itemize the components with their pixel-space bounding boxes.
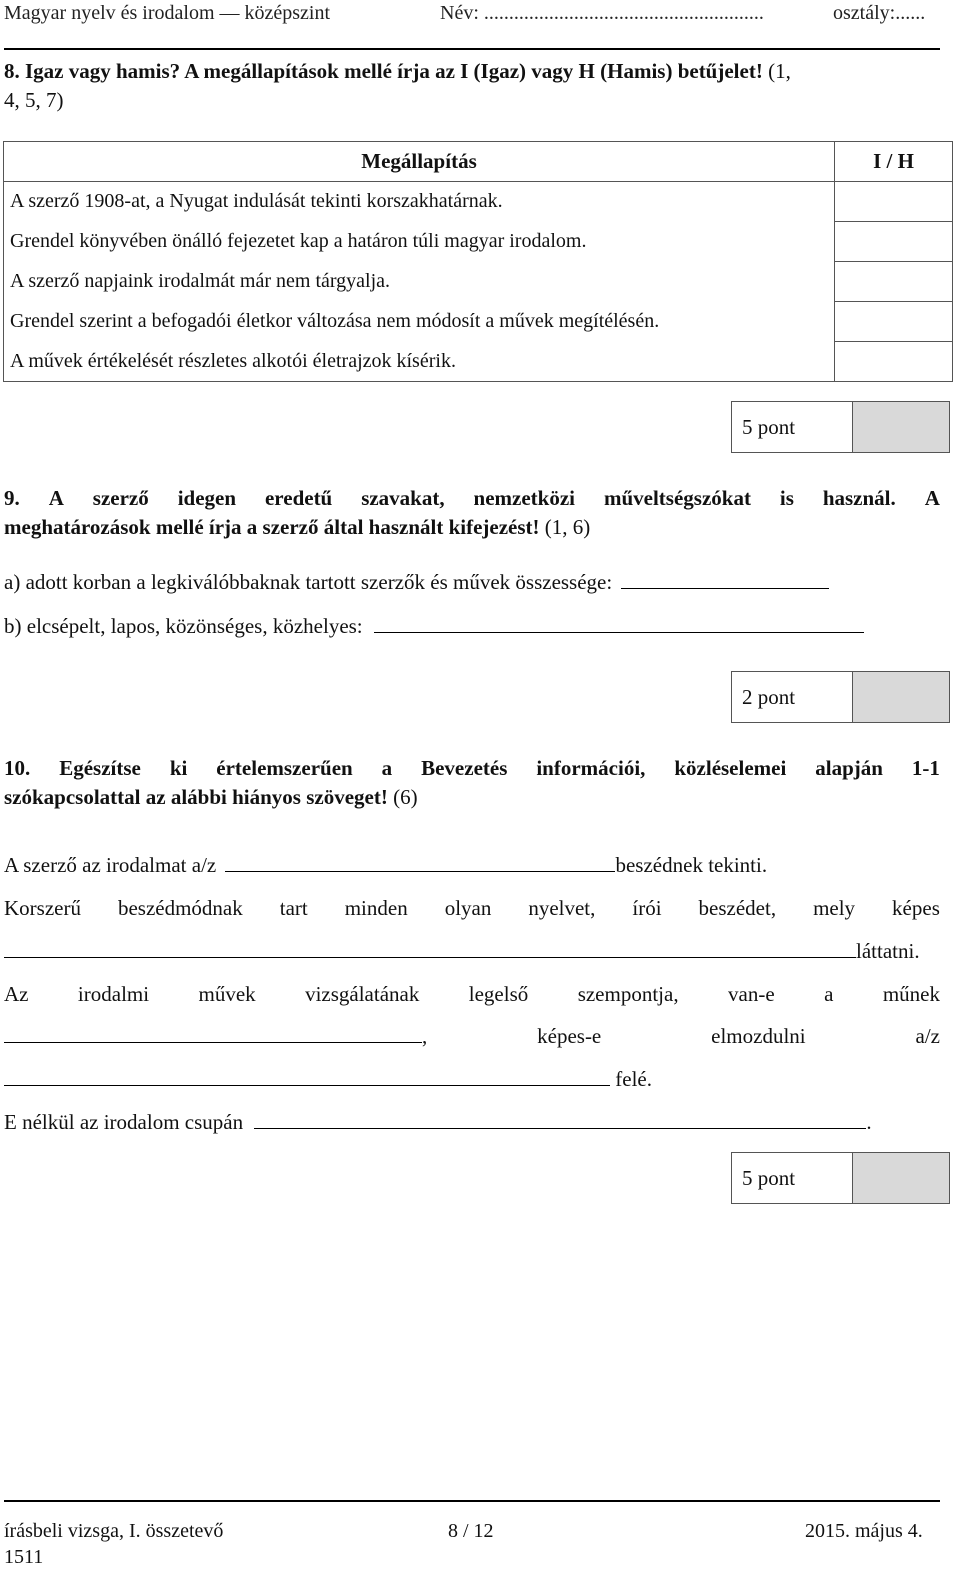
score-label: 2 pont xyxy=(732,672,853,722)
answer-blank[interactable] xyxy=(4,939,856,958)
table-row xyxy=(4,262,953,302)
exam-date: 2015. május 4. xyxy=(805,1520,923,1542)
q8-title: 8. Igaz vagy hamis? A megállapítások mellé írja az I (Igaz) vagy H (Hamis) betűjelet! (1, 4, 5, 7) xyxy=(4,59,791,112)
footer-exam-label: írásbeli vizsga, I. összetevő xyxy=(4,1520,224,1542)
table-row xyxy=(4,222,953,262)
page-header xyxy=(0,0,960,32)
table-row xyxy=(4,302,953,342)
answer-cell[interactable] xyxy=(835,182,953,222)
answer-cell[interactable] xyxy=(835,262,953,302)
q10-line7: E nélkül az irodalom csupán . xyxy=(4,1110,872,1134)
answer-blank[interactable] xyxy=(225,853,615,872)
score-entry-cell[interactable] xyxy=(853,1153,949,1203)
statement-text: A szerző napjaink irodalmát már nem tárgyalja. xyxy=(4,262,835,302)
answer-cell[interactable] xyxy=(835,222,953,262)
score-label: 5 pont xyxy=(732,1153,853,1203)
answer-blank[interactable] xyxy=(4,1024,422,1043)
q8-statements-table xyxy=(3,141,953,382)
statement-text: A művek értékelését részletes alkotói életrajzok kísérik. xyxy=(4,342,835,382)
q10-title-line1: 10. Egészítse ki értelemszerűen a Bevezetés információi, közléselemei alapján 1-1 xyxy=(4,756,940,780)
answer-blank[interactable] xyxy=(374,614,864,633)
name-field-label: Név: ........................................................ xyxy=(440,2,764,24)
statement-text: A szerző 1908-at, a Nyugat indulását tekinti korszakhatárnak. xyxy=(4,182,835,222)
q10-line2: Korszerű beszédmódnak tart minden olyan nyelvet, írói beszédet, mely képes xyxy=(4,896,940,920)
answer-cell[interactable] xyxy=(835,342,953,382)
q9-score-box xyxy=(731,671,950,723)
q10-score-box xyxy=(731,1152,950,1204)
statement-text: Grendel könyvében önálló fejezetet kap a határon túli magyar irodalom. xyxy=(4,222,835,262)
answer-blank[interactable] xyxy=(254,1110,866,1129)
statement-column-header: Megállapítás xyxy=(4,142,835,182)
q10-line1: A szerző az irodalmat a/z beszédnek tekinti. xyxy=(4,853,768,877)
answer-blank[interactable] xyxy=(4,1067,610,1086)
q9-item-b: b) elcsépelt, lapos, közönséges, közhelyes: xyxy=(4,614,864,639)
exam-code: 1511 xyxy=(4,1546,44,1568)
answer-column-header: I / H xyxy=(835,142,953,182)
answer-blank[interactable] xyxy=(621,570,829,589)
table-row xyxy=(4,342,953,382)
score-entry-cell[interactable] xyxy=(853,672,949,722)
q9-title-line1: 9. A szerző idegen eredetű szavakat, nemzetközi műveltségszókat is használ. A xyxy=(4,486,940,510)
q9-title-line2: meghatározások mellé írja a szerző által használt kifejezést! (1, 6) xyxy=(4,515,591,539)
score-label: 5 pont xyxy=(732,402,853,452)
q10-title-line2: szókapcsolattal az alábbi hiányos szöveget! (6) xyxy=(4,785,418,809)
page-number: 8 / 12 xyxy=(448,1520,494,1542)
subject-label: Magyar nyelv és irodalom — középszint xyxy=(4,2,331,24)
footer-rule xyxy=(4,1500,940,1502)
q10-line6: felé. xyxy=(4,1067,652,1092)
q10-line5: , képes-e elmozdulni a/z xyxy=(4,1024,940,1049)
q8-score-box xyxy=(731,401,950,453)
q10-line3: láttatni. xyxy=(4,939,920,964)
q10-line4: Az irodalmi művek vizsgálatának legelső szempontja, van-e a műnek xyxy=(4,982,940,1006)
q9-item-a: a) adott korban a legkiválóbbaknak tartott szerzők és művek összessége: xyxy=(4,570,829,595)
statement-text: Grendel szerint a befogadói életkor változása nem módosít a művek megítélésén. xyxy=(4,302,835,342)
score-entry-cell[interactable] xyxy=(853,402,949,452)
class-field-label: osztály:...... xyxy=(833,2,926,24)
header-rule xyxy=(4,48,940,50)
answer-cell[interactable] xyxy=(835,302,953,342)
table-row xyxy=(4,182,953,222)
